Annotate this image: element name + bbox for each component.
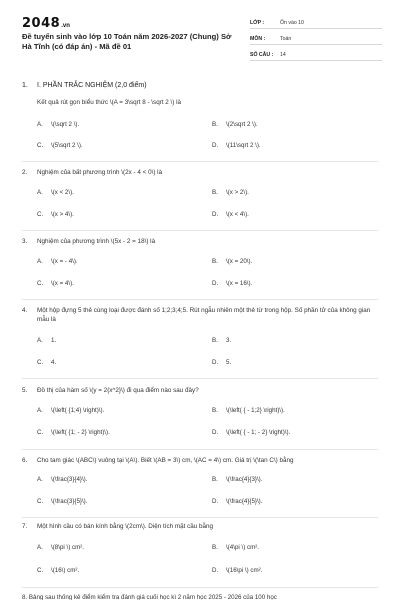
option-letter: C. (37, 359, 44, 366)
option-letter: B. (212, 337, 218, 344)
exam-meta (250, 17, 382, 65)
option-text: 1. (51, 337, 57, 344)
question-5 (22, 386, 382, 398)
option-a[interactable] (37, 337, 56, 344)
question-text: Một hình cầu có bán kính bằng \(2cm\). Diện tích mặt cầu bằng (37, 523, 214, 530)
option-letter: B. (212, 476, 218, 483)
meta-value: 14 (280, 51, 286, 58)
option-a[interactable] (37, 121, 79, 128)
option-text: \(4\pi \) cm². (226, 544, 260, 551)
question-text: Kết quả rút gọn biểu thức \(A = 3\sqrt 8 - \sqrt 2 \) là (37, 99, 182, 106)
option-letter: D. (212, 567, 219, 574)
option-text: 4. (51, 359, 57, 366)
question-divider (22, 517, 378, 518)
question-divider (22, 230, 378, 231)
option-letter: B. (212, 258, 218, 265)
option-d[interactable] (212, 142, 261, 149)
option-c[interactable] (37, 142, 83, 149)
option-letter: C. (37, 498, 44, 505)
option-letter: A. (37, 407, 43, 414)
option-letter: A. (37, 258, 43, 265)
option-letter: A. (37, 337, 43, 344)
option-text: \(2\sqrt 2 \). (226, 121, 258, 128)
option-text: \(5\sqrt 2 \). (51, 142, 83, 149)
option-c[interactable] (37, 498, 87, 505)
option-c[interactable] (37, 359, 56, 366)
question-number: 5. (22, 387, 28, 394)
option-letter: A. (37, 121, 43, 128)
option-a[interactable] (37, 544, 84, 551)
option-d[interactable] (212, 429, 290, 436)
question-number: 4. (22, 307, 28, 314)
option-letter: B. (212, 544, 218, 551)
page-header (22, 14, 382, 64)
option-letter: B. (212, 189, 218, 196)
option-text: \(\frac{3}{5}\). (51, 498, 88, 505)
option-text: \(x = 20\). (226, 258, 253, 265)
option-text: \(\frac{4}{3}\). (226, 476, 263, 483)
option-text: \(\sqrt 2 \). (51, 121, 80, 128)
question-number: 7. (22, 523, 28, 530)
meta-label: MÔN : (250, 35, 266, 42)
option-text: \(\left( { - 1; - 2} \right)\). (226, 429, 291, 436)
option-letter: A. (37, 544, 43, 551)
option-text: \(\left( { - 1;2} \right)\). (226, 407, 285, 414)
option-text: 3. (226, 337, 232, 344)
option-a[interactable] (37, 189, 74, 196)
question-text: Cho tam giác \(ABC\) vuông tại \(A\). Biết \(AB = 3\) cm, \(AC = 4\) cm. Giá trị \(\tan C\) bằng (37, 457, 294, 464)
option-d[interactable] (212, 211, 249, 218)
logo-suffix: .vn (61, 23, 70, 29)
question-text: Một hộp đựng 5 thẻ cùng loại được đánh số 1;2;3;4;5. Rút ngẫu nhiên một thẻ từ trong hộp. Số phần tử của không gian mẫu là (37, 307, 371, 324)
option-text: \(11\sqrt 2 \). (226, 142, 261, 149)
option-text: \(\left( {1;4} \right)\). (51, 407, 105, 414)
option-b[interactable] (212, 407, 285, 414)
option-text: \(x > 2\). (226, 189, 249, 196)
option-text: \(16\) cm². (51, 567, 80, 574)
option-text: \(\frac{3}{4}\). (51, 476, 88, 483)
meta-value: Ôn vào 10 (280, 19, 304, 26)
option-letter: D. (212, 280, 219, 287)
question-8-partial: 8. Bảng sau thống kê điểm kiểm tra đánh giá cuối học kì 2 năm học 2025 - 2026 của 100 học (22, 594, 277, 600)
option-a[interactable] (37, 407, 104, 414)
page-title: Đề tuyển sinh vào lớp 10 Toán năm 2026-2027 (Chung) Sở Hà Tĩnh (có đáp án) - Mã đề 01 (22, 32, 232, 52)
question-2 (22, 168, 382, 180)
section-title: I. PHẦN TRẮC NGHIỆM (2,0 điểm) (37, 82, 147, 89)
option-b[interactable] (212, 337, 231, 344)
option-text: \(x = 16\). (226, 280, 253, 287)
option-letter: D. (212, 498, 219, 505)
question-number: 2. (22, 169, 28, 176)
meta-value: Toán (280, 35, 292, 42)
option-letter: D. (212, 429, 219, 436)
section-heading (22, 82, 147, 89)
option-c[interactable] (37, 211, 74, 218)
meta-row-subject (250, 33, 382, 45)
option-d[interactable] (212, 498, 262, 505)
option-text: \(\left( {1; - 2} \right)\). (51, 429, 110, 436)
question-divider (22, 378, 378, 379)
option-d[interactable] (212, 567, 262, 574)
option-letter: C. (37, 211, 44, 218)
option-b[interactable] (212, 189, 249, 196)
question-divider (22, 587, 378, 588)
question-divider (22, 161, 378, 162)
question-divider (22, 299, 378, 300)
option-letter: A. (37, 476, 43, 483)
option-text: \(x = - 4\). (51, 258, 78, 265)
section-number: 1. (22, 82, 28, 89)
meta-label: SỐ CÂU : (250, 51, 274, 58)
question-number: 3. (22, 238, 28, 245)
option-b[interactable] (212, 476, 262, 483)
option-text: \(x < 2\). (51, 189, 74, 196)
question-3 (22, 237, 382, 249)
option-letter: C. (37, 280, 44, 287)
option-b[interactable] (212, 121, 258, 128)
logo-text: 2048 (22, 16, 61, 31)
option-letter: D. (212, 211, 219, 218)
option-a[interactable] (37, 476, 87, 483)
option-letter: A. (37, 189, 43, 196)
option-letter: B. (212, 121, 218, 128)
option-d[interactable] (212, 280, 252, 287)
option-letter: C. (37, 567, 44, 574)
option-text: \(x = 4\). (51, 280, 74, 287)
question-4 (22, 306, 382, 326)
option-d[interactable] (212, 359, 231, 366)
option-text: \(8\pi \) cm². (51, 544, 85, 551)
option-letter: D. (212, 142, 219, 149)
option-text: \(\frac{4}{5}\). (226, 498, 263, 505)
option-text: \(16\pi \) cm². (226, 567, 263, 574)
meta-label: LỚP : (250, 19, 265, 26)
meta-row-class (250, 17, 382, 29)
option-c[interactable] (37, 567, 79, 574)
question-text: Nghiệm của bất phương trình \(2x - 4 < 0\) là (37, 169, 163, 176)
question-7 (22, 522, 382, 534)
question-6 (22, 456, 382, 468)
option-a[interactable] (37, 258, 78, 265)
option-c[interactable] (37, 429, 110, 436)
question-divider (22, 449, 378, 450)
option-letter: C. (37, 142, 44, 149)
option-b[interactable] (212, 258, 252, 265)
question-number: 6. (22, 457, 28, 464)
option-text: \(x > 4\). (51, 211, 74, 218)
question-1 (22, 98, 382, 110)
option-c[interactable] (37, 280, 74, 287)
option-letter: B. (212, 407, 218, 414)
question-text: Đồ thị của hàm số \(y = 2{x^2}\) đi qua điểm nào sau đây? (37, 387, 199, 394)
option-b[interactable] (212, 544, 259, 551)
question-text: Nghiệm của phương trình \(5x - 2 = 18\) là (37, 238, 156, 245)
option-letter: C. (37, 429, 44, 436)
meta-row-count (250, 49, 382, 61)
option-text: \(x < 4\). (226, 211, 249, 218)
option-letter: D. (212, 359, 219, 366)
option-text: 5. (226, 359, 232, 366)
